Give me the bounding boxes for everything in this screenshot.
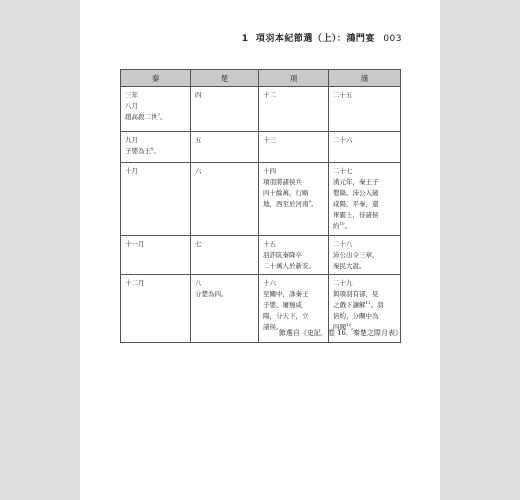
cell-line: 十三 [263,136,276,144]
footnote-marker: 11 [365,299,371,305]
table-header-row [121,70,401,87]
cell-text: 四國 [333,323,346,331]
cell-line: 十五 [263,240,276,248]
book-page [80,0,440,500]
cell-line: 諸侯。 [263,323,283,331]
cell-line: 三年 [125,91,138,99]
cell-chu [191,87,259,132]
cell-han [329,163,401,236]
cell-qin [121,236,191,275]
cell-text: 之戲下讓解 [333,301,366,309]
cell-line: 四國$^{12}$。 [333,321,358,331]
page-number: 003 [383,34,402,44]
cell-qin [121,87,191,132]
cell-line: 子嬰，屠燒咸 [263,301,302,309]
cell-text: 。羽 [370,301,384,309]
cell-line: 咸陽，平秦，還 [333,200,379,208]
footnote-marker: 12 [346,321,352,327]
chapter-number: 1 [241,34,249,44]
cell-line: 陽，分天下，立 [263,312,309,320]
cell-line: 十二月 [125,279,145,287]
cell-line: 四十餘萬，行略 [263,189,309,197]
source-caption: 節選自《史記．卷 16．秦楚之際月表》 [278,329,402,337]
running-header [242,31,402,44]
table-row [121,236,401,275]
cell-line: 十一月 [125,240,145,248]
cell-han [329,87,401,132]
cell-line: 漢元年，秦王子 [333,178,379,186]
table-row [121,163,401,236]
cell-line: 至關中，誅秦王 [263,290,309,298]
footnote-marker: 8 [151,145,154,151]
cell-line: 二十五 [333,91,353,99]
cell-line: 八月 [125,102,138,110]
cell-line: 倍約，分關中為 [333,312,379,320]
cell-line: 地，西至於河南$^9$。 [263,198,318,208]
chronology-table [120,69,401,343]
cell-xiang [259,87,329,132]
cell-line: 子嬰為王$^8$。 [125,145,161,155]
cell-qin [121,132,191,163]
cell-chu [191,132,259,163]
cell-line: 九月 [125,136,138,144]
cell-line: 二十九 [333,279,353,287]
table-row [121,87,401,132]
cell-line: 二十萬人於新安。 [263,262,315,270]
footnote-marker: 10 [339,220,345,226]
cell-text: 趙高殺二世 [125,113,158,121]
cell-line: 沛公出令三章， [333,251,379,259]
cell-line: 軍霸上，待諸侯 [333,211,379,219]
cell-xiang [259,236,329,275]
cell-line: 二十八 [333,240,353,248]
cell-line: 十二 [263,91,276,99]
cell-chu [191,275,259,343]
cell-line: 十六 [263,279,276,287]
footnote-marker: 9 [308,198,312,204]
header-chu: 楚 [191,70,259,87]
cell-text: 約 [333,222,340,230]
cell-line: 八 [195,279,202,287]
header-han: 漢 [329,70,401,87]
cell-line: 約$^{10}$。 [333,220,352,230]
cell-chu [191,163,259,236]
cell-text: 子嬰為王 [125,147,151,155]
table-row [121,132,401,163]
cell-line: 趙高殺二世$^7$。 [125,111,167,121]
cell-line [333,300,397,311]
cell-line: 羽詐阬秦降卒 [263,251,302,259]
header-qin: 秦 [121,70,191,87]
cell-line: 四 [195,91,202,99]
chapter-title: 項羽本紀節選（上）：鴻門宴 [255,34,375,44]
cell-text: 地，西至於河南 [263,200,309,208]
cell-line: 七 [195,240,202,248]
cell-line: 二十七 [333,167,353,175]
footnote-marker: 7 [157,111,161,117]
cell-xiang [259,132,329,163]
cell-line: 二十六 [333,136,353,144]
cell-line: 與項羽有郤，見 [333,290,379,298]
cell-line: 嬰降。沛公入破 [333,189,379,197]
cell-line: 六 [195,167,202,175]
cell-line: 項羽將諸侯兵 [263,178,302,186]
header-xiang: 項 [259,70,329,87]
cell-line: 十四 [263,167,276,175]
cell-qin [121,163,191,236]
cell-line: 五 [195,136,202,144]
cell-line: 分楚為四。 [195,290,228,298]
cell-line: 十月 [125,167,138,175]
cell-qin [121,275,191,343]
cell-han [329,236,401,275]
cell-chu [191,236,259,275]
cell-han [329,132,401,163]
cell-line: 秦民大說。 [333,262,366,270]
cell-xiang [259,163,329,236]
